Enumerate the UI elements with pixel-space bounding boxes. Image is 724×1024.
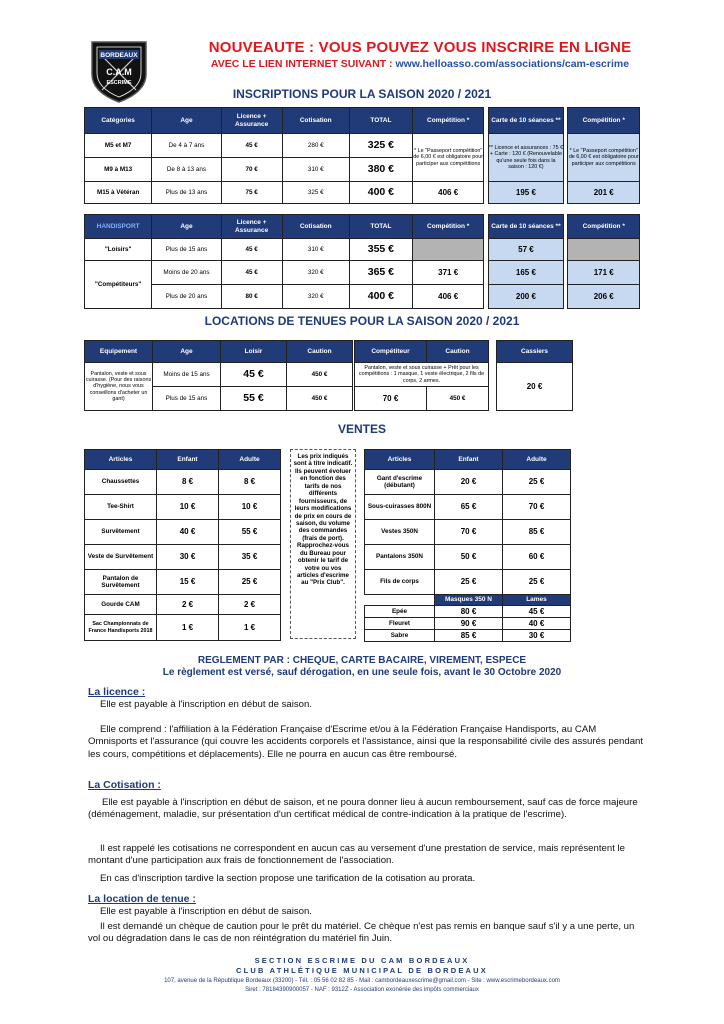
cell: Survêtement [85, 520, 157, 545]
cell: Vestes 350N [365, 520, 435, 545]
cell: 1 € [219, 615, 281, 641]
cell: 2 € [157, 595, 219, 615]
table-row [365, 606, 571, 618]
cell: 45 € [221, 239, 282, 261]
cell: 40 € [503, 618, 571, 630]
cell: 90 € [435, 618, 503, 630]
location-heading: La location de tenue : [88, 893, 196, 905]
cell: Sous-cuirasses 800N [365, 495, 435, 520]
cell: 365 € [349, 261, 412, 285]
cotisation-paragraph-3: En cas d'inscription tardive la section propose une tarification de la cotisation au prorata. [100, 873, 476, 884]
cell: 25 € [503, 570, 571, 595]
location-paragraph-1: Elle est payable à l'inscription en début de saison. [100, 906, 312, 917]
table-row [85, 545, 281, 570]
cell: 406 € [412, 285, 483, 309]
cell: 70 € [435, 520, 503, 545]
cell: 80 € [435, 606, 503, 618]
svg-text:ESCRIME: ESCRIME [106, 80, 132, 86]
svg-text:BORDEAUX: BORDEAUX [100, 52, 138, 59]
ventes-price-note: Les prix indiqués sont à titre indicatif. Ils peuvent évoluer en fonction des tarifs de nos différents fournisseurs, de leurs modifications de prix en cours de saison, du volume des commandes (frais de port). Rapprochez-vous du Bureau pour obtenir le tarif de votre ou vos articles d'escrime au "Prix Club". [290, 449, 356, 639]
licence-heading: La licence : [88, 686, 146, 698]
cell: 200 € [488, 285, 564, 309]
competiteur-description: Pantalon, veste et sous cuirasse + Prêt pour les compétitions : 1 masque, 1 veste électrique, 2 fils de corps, 2 armes. [355, 363, 489, 387]
cell: 206 € [568, 285, 640, 309]
inscriptions-title: INSCRIPTIONS POUR LA SAISON 2020 / 2021 [232, 87, 492, 101]
col-total: TOTAL [349, 215, 412, 239]
col-equipement: Equipement [85, 341, 153, 363]
inscriptions-table [84, 107, 640, 204]
table-row [85, 134, 640, 158]
cell: Pantalon de Survêtement [85, 570, 157, 595]
col-cotisation: Cotisation [282, 215, 349, 239]
cell [568, 239, 640, 261]
carte-note: ** Licence et assurances : 75 € + Carte : 120 € (Renouvelable qu'une seule fois dans la saison : 120 €) [488, 134, 564, 182]
cell: 406 € [412, 182, 483, 204]
cell: 325 € [349, 134, 412, 158]
col-caution: Caution [287, 341, 353, 363]
col-licence: Licence + Assurance [221, 108, 282, 134]
cell: Moins de 20 ans [152, 261, 221, 285]
cell: M9 à M13 [85, 158, 152, 182]
col-competiteur: Compétiteur [355, 341, 427, 363]
cell: 400 € [349, 285, 412, 309]
cell: 30 € [503, 630, 571, 642]
table-row [85, 570, 281, 595]
cell: 310 € [282, 239, 349, 261]
cell: 45 € [221, 134, 282, 158]
table-row [85, 239, 640, 261]
cell: M5 et M7 [85, 134, 152, 158]
cell: 45 € [503, 606, 571, 618]
table-row [85, 470, 281, 495]
col-age: Age [152, 215, 221, 239]
col-handisport: HANDISPORT [85, 215, 152, 239]
cell: 70 € [221, 158, 282, 182]
header-line2-prefix: AVEC LE LIEN INTERNET SUIVANT : [210, 58, 396, 70]
table-row [85, 285, 640, 309]
cell: "Loisirs" [85, 239, 152, 261]
cell: 450 € [287, 387, 353, 411]
col-carte: Carte de 10 séances ** [488, 108, 564, 134]
table-row [85, 182, 640, 204]
cell: Moins de 15 ans [153, 363, 221, 387]
helloasso-link[interactable]: www.helloasso.com/associations/cam-escrime [395, 58, 630, 70]
table-row [85, 261, 640, 285]
cell: 85 € [503, 520, 571, 545]
cell: 85 € [435, 630, 503, 642]
location-paragraph-2: Il est demandé un chèque de caution pour le prêt du matériel. Ce chèque n'est pas remis en banque sauf s'il y a une perte, un vol ou dégradation dans le cas de non réintégration du matériel fin Juin. [88, 921, 635, 945]
col-competition2: Compétition * [568, 108, 640, 134]
cell: 10 € [219, 495, 281, 520]
table-row [85, 495, 281, 520]
table-row [365, 570, 571, 595]
cell: 70 € [503, 495, 571, 520]
cell: 55 € [219, 520, 281, 545]
col-adulte: Adulte [219, 450, 281, 470]
cell: 2 € [219, 595, 281, 615]
cell: 325 € [282, 182, 349, 204]
cell: Tee-Shirt [85, 495, 157, 520]
cell: 450 € [287, 363, 353, 387]
cell: 70 € [355, 387, 427, 411]
col-licence: Licence + Assurance [221, 215, 282, 239]
table-row [85, 363, 573, 387]
col-loisir: Loisir [221, 341, 287, 363]
cell: 40 € [157, 520, 219, 545]
cell: 320 € [282, 285, 349, 309]
cell: 195 € [488, 182, 564, 204]
col-enfant: Enfant [435, 450, 503, 470]
reglement-line1: REGLEMENT PAR : CHEQUE, CARTE BACAIRE, VIREMENT, ESPECE [197, 655, 527, 666]
col-adulte: Adulte [503, 450, 571, 470]
col-competition2: Compétition * [568, 215, 640, 239]
col-age: Age [153, 341, 221, 363]
locations-table [84, 340, 573, 411]
ventes-title: VENTES [337, 422, 386, 436]
cell: Plus de 13 ans [152, 182, 221, 204]
ventes-left-table [84, 449, 281, 641]
cotisation-heading: La Cotisation : [88, 779, 161, 791]
col-caution2: Caution [427, 341, 489, 363]
cell: 1 € [157, 615, 219, 641]
table-row [365, 520, 571, 545]
cell: 25 € [219, 570, 281, 595]
cell: 35 € [219, 545, 281, 570]
col-articles: Articles [365, 450, 435, 470]
cell: 75 € [221, 182, 282, 204]
cotisation-paragraph-1: Elle est payable à l'inscription en début de saison, et ne poura donner lieu à aucun remboursement, sauf cas de force majeure (déménagement, maladie, sur présentation d'un certificat médical de contre-indication à la pratique de l'escrime). [88, 797, 638, 821]
col-lames: Lames [503, 595, 571, 606]
cell [412, 239, 483, 261]
cell: M15 à Vétéran [85, 182, 152, 204]
cell: 310 € [282, 158, 349, 182]
cell: 371 € [412, 261, 483, 285]
col-cassiers: Cassiers [497, 341, 573, 363]
col-enfant: Enfant [157, 450, 219, 470]
cell: 400 € [349, 182, 412, 204]
cell: Chaussettes [85, 470, 157, 495]
col-categories: Catégories [85, 108, 152, 134]
col-competition: Compétition * [412, 108, 483, 134]
col-age: Age [152, 108, 221, 134]
cell: 201 € [568, 182, 640, 204]
col-competition: Compétition * [412, 215, 483, 239]
cell: 80 € [221, 285, 282, 309]
svg-text:C.A.M: C.A.M [106, 67, 132, 77]
table-row [365, 545, 571, 570]
cell: Gourde CAM [85, 595, 157, 615]
col-total: TOTAL [349, 108, 412, 134]
cell: Fils de corps [365, 570, 435, 595]
cell: 30 € [157, 545, 219, 570]
licence-paragraph-2: Elle comprend : l'affiliation à la Fédération Française d'Escrime et/ou à la Fédération Française Handisports, au CAM Omnisports et l'assurance (qui couvre les accidents corporels et l'assistance, ainsi que la responsabilité civile des assurés pendant les cours, compétitions et déplacements). Elle ne pourra en aucun cas être remboursé. [88, 724, 644, 760]
cell: 8 € [157, 470, 219, 495]
table-row [365, 630, 571, 642]
table-row [85, 520, 281, 545]
cell: 20 € [435, 470, 503, 495]
table-row [85, 595, 281, 615]
cell: 280 € [282, 134, 349, 158]
footer-club-name: CLUB ATHLÉTIQUE MUNICIPAL DE BORDEAUX [236, 966, 488, 975]
col-articles: Articles [85, 450, 157, 470]
ventes-right-table [364, 449, 571, 642]
cell: 55 € [221, 387, 287, 411]
cell: De 4 à 7 ans [152, 134, 221, 158]
table-row [365, 495, 571, 520]
competition-note: * Le "Passeport compétition" de 6,00 € est obligatoire pour participer aux compétitions [412, 134, 483, 182]
cell: 171 € [568, 261, 640, 285]
header-line2 [160, 58, 680, 70]
cell: 450 € [427, 387, 489, 411]
cell: 10 € [157, 495, 219, 520]
locations-title: LOCATIONS DE TENUES POUR LA SAISON 2020 / 2021 [204, 314, 520, 328]
cassiers-price: 20 € [497, 363, 573, 411]
cell: Plus de 15 ans [152, 239, 221, 261]
cell: Plus de 20 ans [152, 285, 221, 309]
cell: 25 € [503, 470, 571, 495]
equipement-description: Pantalon, veste et sous cuirasse. (Pour des raisons d'hygiène, nous vous conseillons d'acheter un gant) [85, 363, 153, 411]
cell: 65 € [435, 495, 503, 520]
cell: Epée [365, 606, 435, 618]
cell: 8 € [219, 470, 281, 495]
cell: 50 € [435, 545, 503, 570]
table-row [85, 615, 281, 641]
cell: 15 € [157, 570, 219, 595]
footer-section-name: SECTION ESCRIME DU CAM BORDEAUX [254, 956, 470, 965]
cell: "Compétiteurs" [85, 261, 152, 309]
licence-paragraph-1: Elle est payable à l'inscription en début de saison. [100, 699, 312, 710]
cell: 57 € [488, 239, 564, 261]
footer-contact: 107, avenue de la République Bordeaux (33200) - Tél. : 05 56 02 82 85 - Mail : cambordeauxescrime@gmail.com - Site : www.escrimebordeaux.com [164, 978, 560, 984]
competition2-note: * Le "Passeport compétition" de 6,00 € est obligatoire pour participer aux compétitions [568, 134, 640, 182]
cell: Gant d'escrime (débutant) [365, 470, 435, 495]
cell: 380 € [349, 158, 412, 182]
cell: 25 € [435, 570, 503, 595]
cell: Pantalons 350N [365, 545, 435, 570]
col-cotisation: Cotisation [282, 108, 349, 134]
cell: De 8 à 13 ans [152, 158, 221, 182]
cell: Fleuret [365, 618, 435, 630]
cell: Veste de Survêtement [85, 545, 157, 570]
cell: 60 € [503, 545, 571, 570]
reglement-line2: Le règlement est versé, sauf dérogation, en une seule fois, avant le 30 Octobre 2020 [162, 667, 562, 678]
cell: 320 € [282, 261, 349, 285]
cell: Sac Championnats de France Handisports 2018 [85, 615, 157, 641]
cell: Sabre [365, 630, 435, 642]
cotisation-paragraph-2: Il est rappelé les cotisations ne correspondent en aucun cas au versement d'une prestation de service, mais représentent le montant d'une participation aux frais de fonctionnement de l'association. [88, 843, 625, 867]
cell: Plus de 15 ans [153, 387, 221, 411]
col-masques: Masques 350 N [435, 595, 503, 606]
handisport-table [84, 214, 640, 309]
cell: 45 € [221, 261, 282, 285]
cell: 45 € [221, 363, 287, 387]
cell: 165 € [488, 261, 564, 285]
col-carte: Carte de 10 séances ** [488, 215, 564, 239]
header-line1: NOUVEAUTE : VOUS POUVEZ VOUS INSCRIRE EN LIGNE [208, 39, 632, 56]
footer-legal: Siret : 78184390900057 - NAF : 9312Z - Association exonérée des impôts commerciaux [245, 987, 479, 993]
table-row [365, 618, 571, 630]
cell: 355 € [349, 239, 412, 261]
table-row [365, 470, 571, 495]
